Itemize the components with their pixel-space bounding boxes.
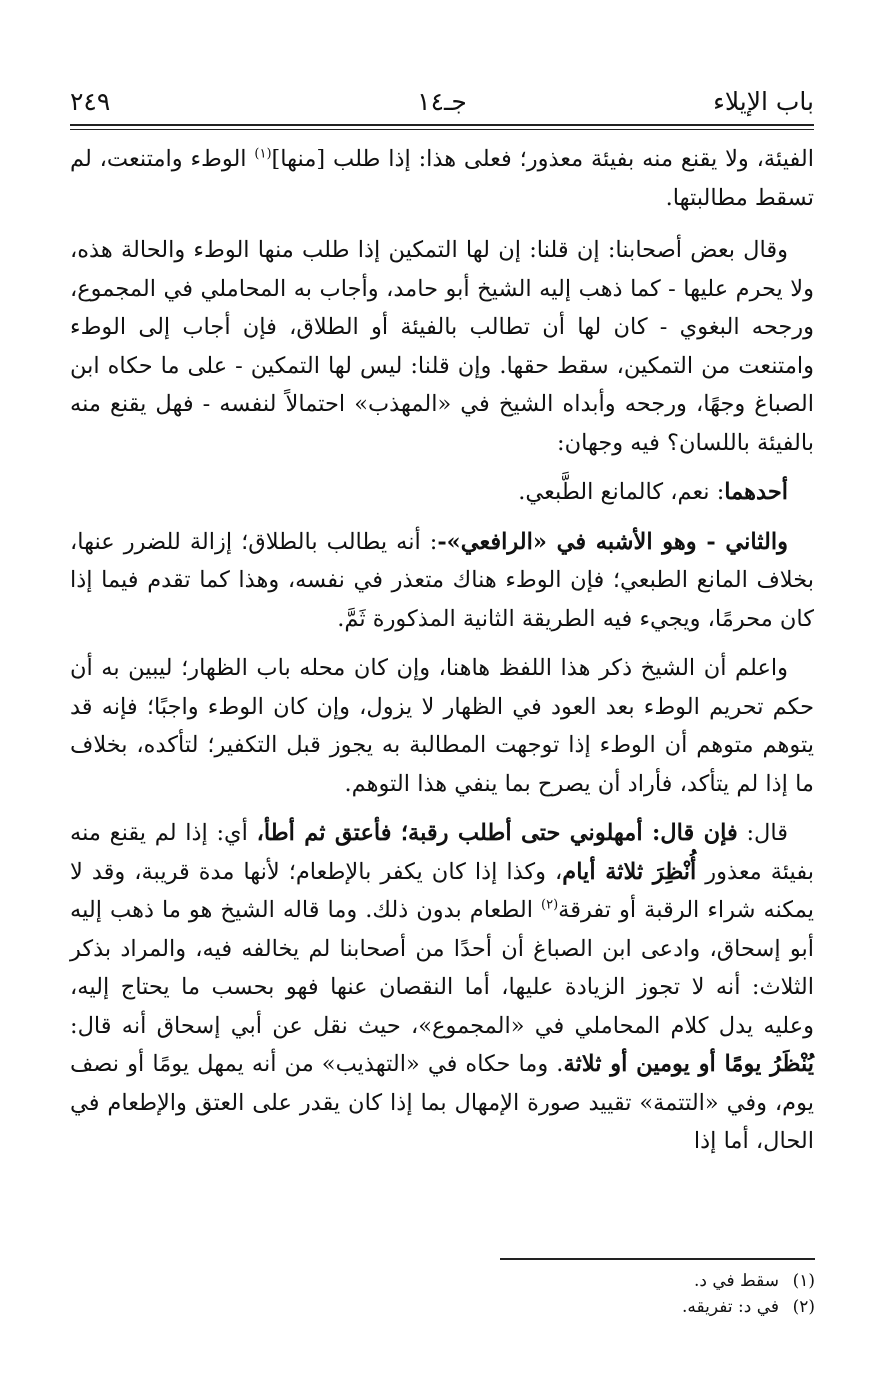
- paragraph-4-lead: والثاني - وهو الأشبه في «الرافعي»-: [437, 528, 788, 555]
- paragraph-6: [70, 814, 814, 1161]
- paragraph-5: واعلم أن الشيخ ذكر هذا اللفظ هاهنا، وإن كان محله باب الظهار؛ ليبين به أن حكم تحريم الوطء بعد العود في الظهار لا يزول، وإن كان الوطء واجبًا؛ فإنه قد يتوهم متوهم أن الوطء إذا توجهت المطالبة به يجوز قبل التكفير؛ لتأكده، بخلاف ما إذا لم يتأكد، فأراد أن يصرح بما ينفي هذا التوهم.: [70, 655, 814, 797]
- footnote-rule: [500, 1258, 815, 1260]
- footnote-text: في د: تفريقه.: [682, 1297, 779, 1317]
- footnote-1: [315, 1268, 815, 1294]
- paragraph-1-text-a: الفيئة، ولا يقنع منه بفيئة معذور؛ فعلى هذا: إذا طلب [منها]: [271, 146, 814, 172]
- paragraph-4: [70, 523, 814, 639]
- quoted-text-3: يُنْظَرُ يومًا أو يومين أو ثلاثة: [563, 1051, 815, 1077]
- footnote-ref-2: (٢): [541, 897, 559, 913]
- quoted-text-1: فإن قال: أمهلوني حتى أطلب رقبة؛ فأعتق ثم أطأ،: [256, 820, 738, 846]
- chapter-title: باب الإيلاء: [713, 87, 814, 116]
- paragraph-3-lead: أحدهما: [724, 479, 788, 505]
- header-rule-thick: [70, 124, 814, 126]
- footnote-text: سقط في د.: [693, 1271, 779, 1291]
- paragraph-6-text-c: ، وكذا إذا كان يكفر بالإطعام؛ لأنها مدة قريبة، وقد لا يمكنه شراء الرقبة أو تفرقة: [70, 858, 814, 923]
- page-number: ٢٤٩: [70, 87, 111, 116]
- paragraph-6-text-d: الطعام بدون ذلك. وما قاله الشيخ هو ما ذهب إليه أبو إسحاق، وادعى ابن الصباغ أن أحدًا من أصحابنا لم يخالفه فيه، والمراد بذكر الثلاث: أنه لا تجوز الزيادة عليها، أما النقصان عنها فهو بحسب ما يحتاج إليه، وعليه يدل كلام المحاملي في «المجموع»، حيث نقل عن أبي إسحاق أنه قال:: [70, 897, 814, 1039]
- footnote-number: (١): [792, 1271, 815, 1291]
- paragraph-2: وقال بعض أصحابنا: إن قلنا: إن لها التمكين إذا طلب منها الوطء والحالة هذه، ولا يحرم عليها - كما ذهب إليه الشيخ أبو حامد، وأجاب به المحاملي في المجموع، ورجحه البغوي - كان لها أن تطالب بالفيئة أو الطلاق، فإن أجاب إلى الوطء وامتنعت من التمكين، سقط حقها. وإن قلنا: ليس لها التمكين - على ما حكاه ابن الصباغ وجهًا، ورجحه وأبداه الشيخ في «المهذب» احتمالاً لنفسه - فهل يقنع منه بالفيئة باللسان؟ فيه وجهان:: [70, 237, 814, 456]
- paragraph-1: [70, 140, 814, 217]
- paragraph-3: [70, 473, 814, 512]
- paragraph-6-text-e: . وما حكاه في «التهذيب» من أنه يمهل يومًا أو نصف يوم، وفي «التتمة» تقييد صورة الإمهال بما إذا كان يقدر على العتق والإطعام في الحال، أما إذا: [70, 1051, 814, 1154]
- running-header: [70, 82, 814, 122]
- quoted-text-2: أُنْظِرَ ثلاثة أيام: [562, 858, 697, 885]
- paragraph-4-rest: : أنه يطالب بالطلاق؛ إزالة للضرر عنها، بخلاف المانع الطبعي؛ فإن الوطء هناك متعذر في نفسه، وهذا كما تقدم فيما إذا كان محرمًا، ويجيء فيه الطريقة الثانية المذكورة ثَمَّ.: [70, 528, 814, 632]
- paragraph-3-rest: : نعم، كالمانع الطَّبعي.: [518, 479, 725, 505]
- volume-label: جـ١٤: [417, 87, 467, 116]
- footnote-ref-1: (١): [254, 146, 272, 162]
- paragraph-1-text-b: الوطء وامتنعت، لم تسقط مطالبتها.: [70, 146, 814, 211]
- footnote-2: [315, 1294, 815, 1320]
- header-rule-thin: [70, 129, 814, 130]
- paragraph-6-text-b: أي: إذا لم يقنع منه بفيئة معذور: [70, 820, 814, 885]
- footnotes: [315, 1268, 815, 1320]
- footnote-number: (٢): [792, 1297, 815, 1317]
- main-text: [70, 140, 814, 1172]
- paragraph-6-text-a: قال:: [737, 820, 788, 846]
